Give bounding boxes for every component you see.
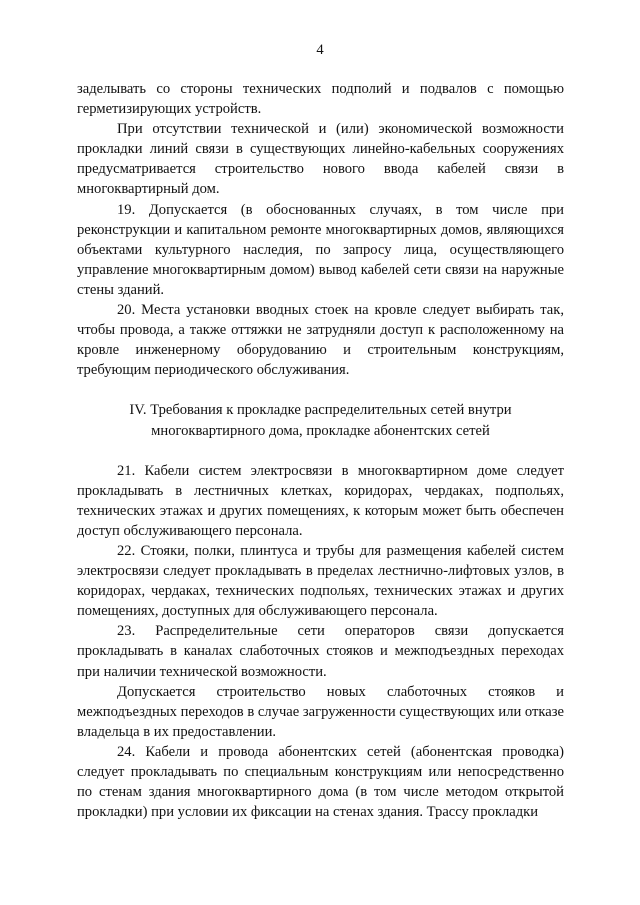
paragraph-item-20: 20. Места установки вводных стоек на кровле следует выбирать так, чтобы провода, а также оттяжки не затрудняли доступ к расположенному на кровле инженерному оборудованию и строительным конструкциям, требующим периодического обслуживания.	[77, 302, 564, 379]
section-heading	[77, 400, 564, 440]
paragraph: При отсутствии технической и (или) экономической возможности прокладки линий связи в существующих линейно-кабельных сооружениях предусматривается строительство нового ввода кабелей связи в многоквартирный дом.	[77, 121, 564, 198]
paragraph-item-24: 24. Кабели и провода абонентских сетей (абонентская проводка) следует прокладывать по специальным конструкциям или непосредственно по стенам здания многоквартирного дома (в том числе методом открытой прокладки) при условии их фиксации на стенах здания. Трассу прокладки	[77, 743, 564, 821]
document-body	[77, 79, 564, 822]
paragraph-item-23: 23. Распределительные сети операторов связи допускается прокладывать в каналах слаботочных стояков и межподъездных переходах при наличии технической возможности.	[77, 623, 564, 680]
paragraph-item-19: 19. Допускается (в обоснованных случаях, в том числе при реконструкции и капитальном ремонте многоквартирных домов, являющихся объектами культурного наследия, по запросу лица, осуществляющего управление многоквартирным домом) вывод кабелей сети связи на наружные стены зданий.	[77, 201, 564, 298]
paragraph-item-22: 22. Стояки, полки, плинтуса и трубы для размещения кабелей систем электросвязи следует прокладывать в пределах лестнично-лифтовых узлов, в коридорах, чердаках, технических подпольях, технических этажах и других помещениях, доступных для обслуживающего персонала.	[77, 542, 564, 620]
paragraph: заделывать со стороны технических подполий и подвалов с помощью герметизирующих устройств.	[77, 81, 564, 118]
section-heading-line: IV. Требования к прокладке распределительных сетей внутри	[129, 402, 512, 419]
paragraph: Допускается строительство новых слаботочных стояков и межподъездных переходов в случае загруженности существующих или отказе владельца в их предоставлении.	[77, 683, 565, 740]
page-number: 4	[316, 42, 324, 58]
section-heading-line: многоквартирного дома, прокладке абонентских сетей	[151, 422, 490, 439]
paragraph-item-21: 21. Кабели систем электросвязи в многоквартирном доме следует прокладывать в лестничных клетках, коридорах, чердаках, подпольях, технических этажах и других помещениях, к которым может быть обеспечен доступ обслуживающего персонала.	[77, 462, 564, 539]
